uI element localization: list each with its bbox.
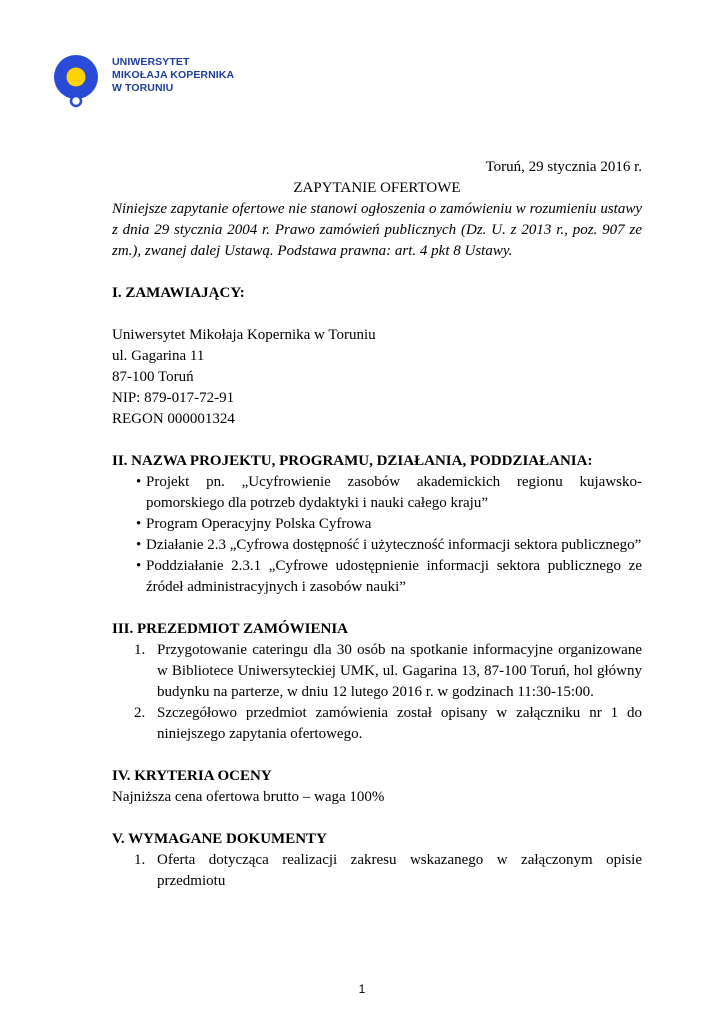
section-2-heading: II. NAZWA PROJEKTU, PROGRAMU, DZIAŁANIA, PODDZIAŁANIA:	[112, 453, 593, 469]
project-item-text: Projekt pn. „Ucyfrowienie zasobów akademickich regionu kujawsko-pomorskiego dla potrzeb dydaktyki i nauki całego kraju”	[146, 474, 642, 511]
document-title: ZAPYTANIE OFERTOWE	[293, 180, 461, 196]
documents-list	[112, 850, 642, 892]
document-item-text: Oferta dotycząca realizacji zakresu wskazanego w załączonym opisie przedmiotu	[157, 852, 642, 889]
place-date: Toruń, 29 stycznia 2016 r.	[485, 159, 642, 175]
bullet-symbol: •	[136, 474, 142, 490]
orderer-regon: REGON 000001324	[112, 411, 235, 427]
list-item	[136, 535, 642, 556]
order-item-text: Szczegółowo przedmiot zamówienia został opisany w załączniku nr 1 do niniejszego zapytania ofertowego.	[157, 705, 642, 742]
umk-emblem-icon	[50, 52, 108, 110]
orderer-city: 87-100 Toruń	[112, 369, 194, 385]
list-item	[136, 514, 642, 535]
list-item	[134, 703, 642, 745]
logo-line-1: UNIWERSYTET	[112, 56, 190, 68]
item-number: 2.	[134, 705, 146, 721]
project-list	[112, 472, 642, 598]
section-3-heading: III. PREZEDMIOT ZAMÓWIENIA	[112, 621, 349, 637]
item-number: 1.	[134, 852, 146, 868]
criteria-text: Najniższa cena ofertowa brutto – waga 100%	[112, 789, 385, 805]
list-item	[134, 640, 642, 703]
item-number: 1.	[134, 642, 146, 658]
bullet-symbol: •	[136, 537, 142, 553]
section-4-heading: IV. KRYTERIA OCENY	[112, 768, 272, 784]
document-body	[112, 157, 642, 892]
university-logo	[50, 52, 250, 108]
orderer-street: ul. Gagarina 11	[112, 348, 205, 364]
bullet-symbol: •	[136, 516, 142, 532]
list-item	[134, 850, 642, 892]
logo-line-2: MIKOŁAJA KOPERNIKA	[112, 69, 235, 81]
project-item-text: Poddziałanie 2.3.1 „Cyfrowe udostępnienie informacji sektora publicznego ze źródeł administracyjnych i zasobów nauki”	[146, 558, 642, 595]
order-item-text: Przygotowanie cateringu dla 30 osób na spotkanie informacyjne organizowane w Bibliotece Uniwersyteckiej UMK, ul. Gagarina 13, 87-100 Toruń, hol główny budynku na parterze, w dniu 12 lutego 2016 r. w godzinach 11:30-15:00.	[157, 642, 642, 700]
order-subject-list	[112, 640, 642, 745]
bullet-symbol: •	[136, 558, 142, 574]
list-item	[136, 556, 642, 598]
page-number: 1	[358, 982, 366, 996]
logo-line-3: W TORUNIU	[112, 82, 174, 94]
project-item-text: Działanie 2.3 „Cyfrowa dostępność i użyteczność informacji sektora publicznego”	[146, 537, 642, 553]
list-item	[136, 472, 642, 514]
orderer-name: Uniwersytet Mikołaja Kopernika w Toruniu	[112, 327, 376, 343]
project-item-text: Program Operacyjny Polska Cyfrowa	[146, 516, 372, 532]
orderer-nip: NIP: 879-017-72-91	[112, 390, 235, 406]
section-1-heading: I. ZAMAWIAJĄCY:	[112, 285, 245, 301]
intro-paragraph: Niniejsze zapytanie ofertowe nie stanowi ogłoszenia o zamówieniu w rozumieniu ustawy z dnia 29 stycznia 2004 r. Prawo zamówień publicznych (Dz. U. z 2013 r., poz. 907 ze zm.), zwanej dalej Ustawą. Podstawa prawna: art. 4 pkt 8 Ustawy.	[112, 201, 642, 259]
section-5-heading: V. WYMAGANE DOKUMENTY	[112, 831, 327, 847]
university-name	[112, 56, 234, 95]
